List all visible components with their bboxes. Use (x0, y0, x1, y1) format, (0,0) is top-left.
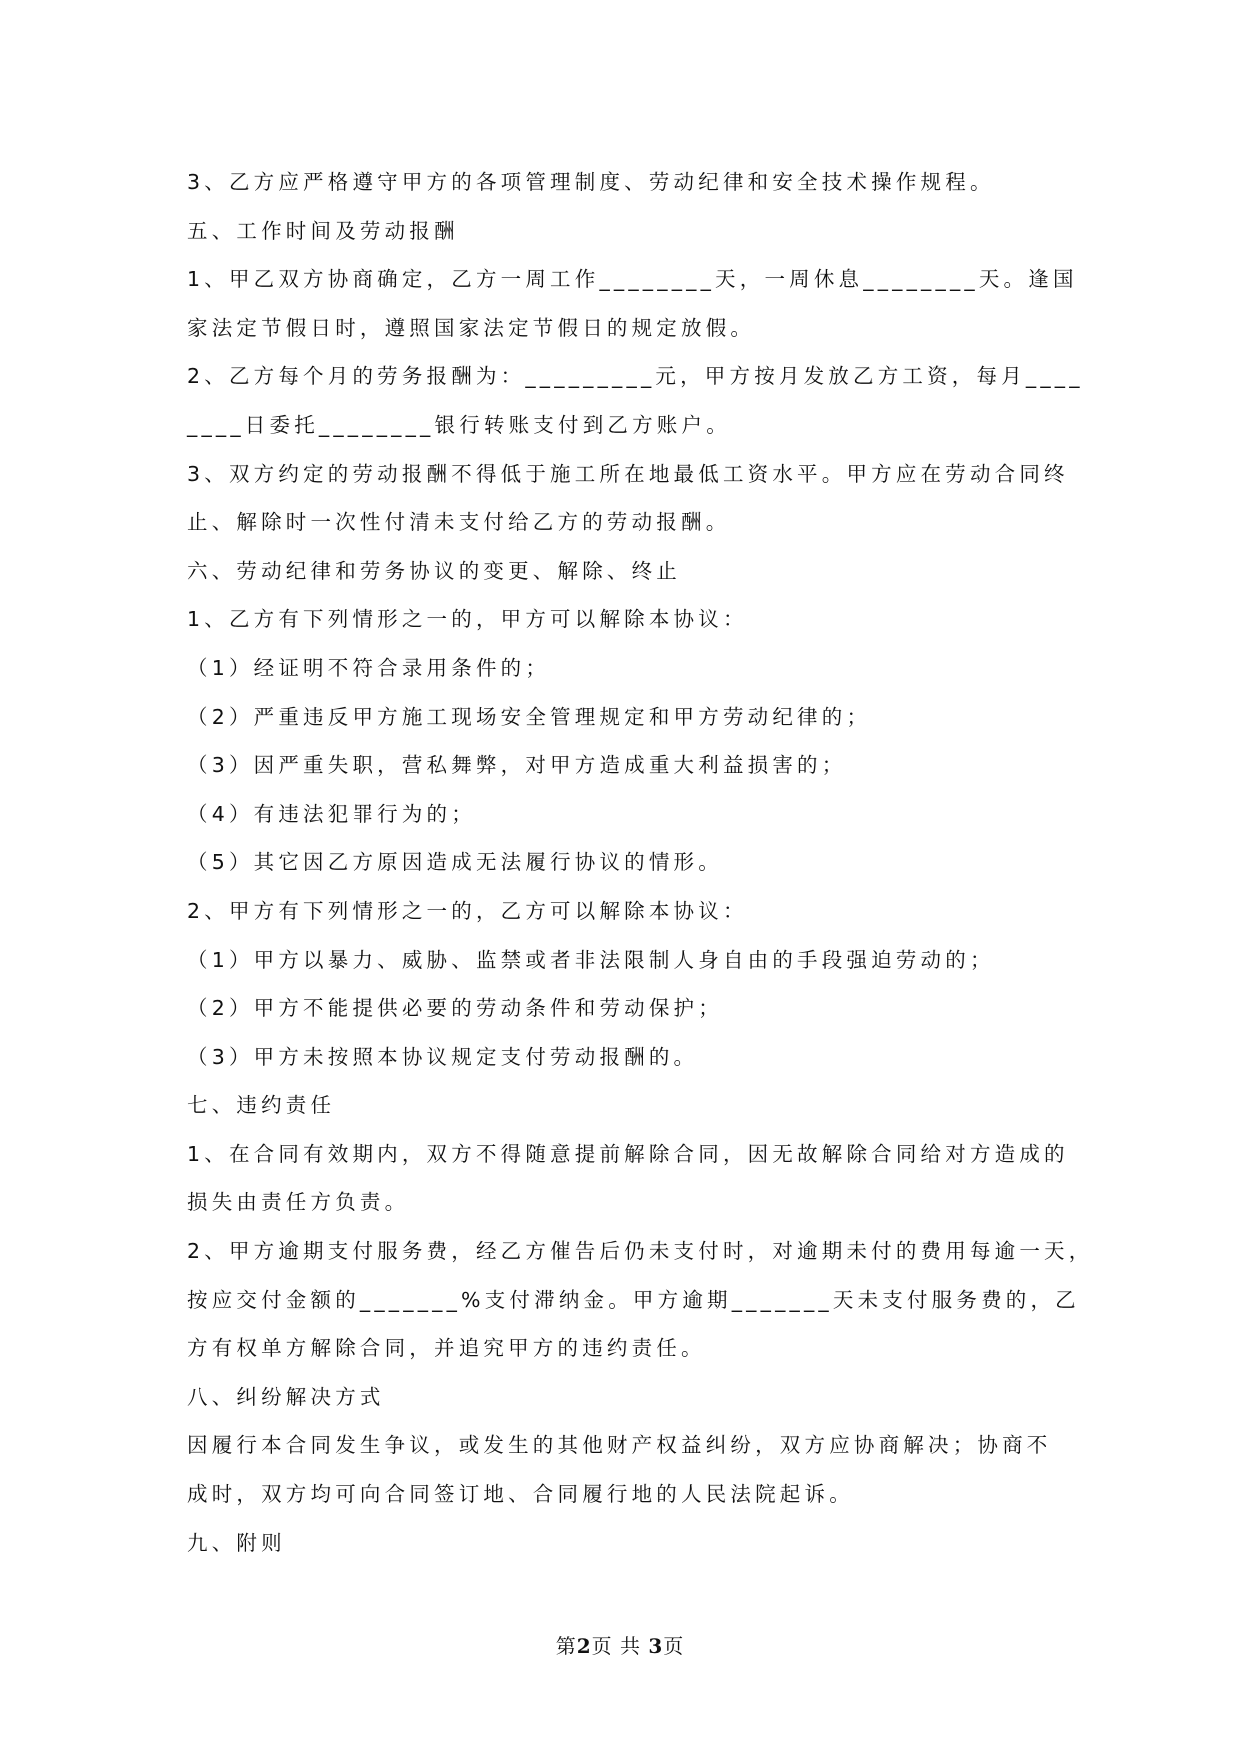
text-line: ____日委托________银行转账支付到乙方账户。 (187, 412, 731, 437)
list-item: （2）严重违反甲方施工现场安全管理规定和甲方劳动纪律的； (187, 704, 872, 729)
footer-suffix: 页 (663, 1634, 685, 1658)
list-item: （3）因严重失职，营私舞弊，对甲方造成重大利益损害的； (187, 753, 847, 778)
text-line: 1、甲乙双方协商确定，乙方一周工作________天，一周休息________天。逢国 (187, 267, 1078, 292)
text-line: 因履行本合同发生争议，或发生的其他财产权益纠纷，双方应协商解决；协商不 (187, 1433, 1052, 1458)
total-pages-number: 3 (648, 1634, 664, 1658)
footer-middle: 页 共 (591, 1634, 649, 1658)
text-line: 方有权单方解除合同，并追究甲方的违约责任。 (187, 1336, 706, 1361)
text-line: 止、解除时一次性付清未支付给乙方的劳动报酬。 (187, 510, 731, 535)
page-footer (0, 1630, 1240, 1659)
section-heading: 五、工作时间及劳动报酬 (187, 218, 459, 243)
section-heading: 六、劳动纪律和劳务协议的变更、解除、终止 (187, 558, 681, 583)
document-body (187, 158, 1094, 1567)
list-item: （5）其它因乙方原因造成无法履行协议的情形。 (187, 850, 723, 875)
text-line: 2、甲方逾期支付服务费，经乙方催告后仍未支付时，对逾期未付的费用每逾一天， (187, 1239, 1094, 1264)
text-line: 损失由责任方负责。 (187, 1190, 410, 1215)
list-item: （1）甲方以暴力、威胁、监禁或者非法限制人身自由的手段强迫劳动的； (187, 947, 995, 972)
text-line: 1、在合同有效期内，双方不得随意提前解除合同，因无故解除合同给对方造成的 (187, 1141, 1069, 1166)
text-line: 3、双方约定的劳动报酬不得低于施工所在地最低工资水平。甲方应在劳动合同终 (187, 461, 1069, 486)
text-line: 3、乙方应严格遵守甲方的各项管理制度、劳动纪律和安全技术操作规程。 (187, 170, 995, 194)
list-item: （2）甲方不能提供必要的劳动条件和劳动保护； (187, 996, 723, 1021)
text-line: 2、甲方有下列情形之一的，乙方可以解除本协议： (187, 898, 748, 923)
text-line: 按应交付金额的_______%支付滞纳金。甲方逾期_______天未支付服务费的，乙 (187, 1287, 1080, 1312)
text-line: 成时，双方均可向合同签订地、合同履行地的人民法院起诉。 (187, 1482, 854, 1507)
list-item: （4）有违法犯罪行为的； (187, 801, 476, 826)
list-item: （3）甲方未按照本协议规定支付劳动报酬的。 (187, 1044, 699, 1069)
footer-prefix: 第 (555, 1634, 577, 1658)
section-heading: 七、违约责任 (187, 1093, 336, 1118)
current-page-number: 2 (576, 1634, 592, 1658)
text-line: 1、乙方有下列情形之一的，甲方可以解除本协议： (187, 607, 748, 632)
section-heading: 八、纠纷解决方式 (187, 1384, 385, 1409)
list-item: （1）经证明不符合录用条件的； (187, 655, 551, 680)
text-line: 家法定节假日时，遵照国家法定节假日的规定放假。 (187, 315, 756, 340)
text-line: 2、乙方每个月的劳务报酬为：_________元，甲方按月发放乙方工资，每月____ (187, 364, 1084, 389)
section-heading: 九、附则 (187, 1530, 286, 1555)
